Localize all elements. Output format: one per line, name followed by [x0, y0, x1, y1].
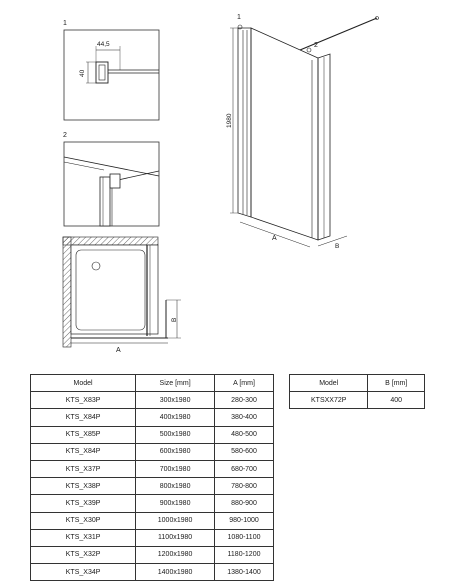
table-row	[31, 392, 274, 409]
table-row	[31, 564, 274, 581]
table-row	[31, 426, 274, 443]
size-cell: 600x1980	[136, 443, 215, 460]
header-size: Size [mm]	[136, 375, 215, 392]
table-row	[31, 495, 274, 512]
size-cell: 700x1980	[136, 460, 215, 477]
wall-profile-3d	[238, 28, 251, 217]
size-cell: 1200x1980	[136, 546, 215, 563]
a-range-cell: 1380-1400	[215, 564, 274, 581]
glass-profile	[100, 177, 110, 226]
a-range-cell: 1080-1100	[215, 529, 274, 546]
detail-1	[63, 20, 159, 120]
models-table-header	[31, 375, 274, 392]
b-cell: 400	[368, 392, 425, 409]
plan-b-label: B	[171, 317, 178, 322]
table-row	[31, 478, 274, 495]
header-b: B [mm]	[368, 375, 425, 392]
side-table	[289, 374, 425, 409]
header-a: A [mm]	[215, 375, 274, 392]
a-range-cell: 980-1000	[215, 512, 274, 529]
side-table-header	[290, 375, 425, 392]
table-row	[31, 460, 274, 477]
plan-view	[63, 237, 181, 354]
model-cell: KTS_X38P	[31, 478, 136, 495]
main-a-label: A	[272, 235, 277, 242]
size-cell: 800x1980	[136, 478, 215, 495]
a-range-cell: 680-700	[215, 460, 274, 477]
main-b-label: B	[335, 243, 340, 250]
model-cell: KTSXX72P	[290, 392, 368, 409]
table-row	[31, 529, 274, 546]
plan-a-label: A	[116, 347, 121, 354]
size-cell: 1400x1980	[136, 564, 215, 581]
height-label: 1980	[226, 113, 233, 128]
main-view	[226, 14, 379, 250]
a-range-cell: 380-400	[215, 409, 274, 426]
table-row	[31, 546, 274, 563]
detail-2-number: 2	[63, 132, 67, 139]
model-cell: KTS_X85P	[31, 426, 136, 443]
model-cell: KTS_X83P	[31, 392, 136, 409]
model-cell: KTS_X32P	[31, 546, 136, 563]
model-cell: KTS_X84P	[31, 443, 136, 460]
model-cell: KTS_X34P	[31, 564, 136, 581]
a-range-cell: 580-600	[215, 443, 274, 460]
header-model: Model	[31, 375, 136, 392]
bracket	[110, 174, 120, 188]
model-cell: KTS_X30P	[31, 512, 136, 529]
header-model: Model	[290, 375, 368, 392]
ceiling-line	[64, 157, 159, 176]
support-bar	[118, 171, 159, 180]
table-row	[31, 409, 274, 426]
size-cell: 500x1980	[136, 426, 215, 443]
table-row	[31, 512, 274, 529]
models-table	[30, 374, 274, 581]
a-range-cell: 880-900	[215, 495, 274, 512]
table-row	[290, 392, 425, 409]
table-row	[31, 443, 274, 460]
size-cell: 400x1980	[136, 409, 215, 426]
detail-2	[63, 132, 159, 226]
detail-1-number: 1	[63, 20, 67, 27]
dimension-b-3d	[318, 236, 347, 246]
a-range-cell: 1180-1200	[215, 546, 274, 563]
model-cell: KTS_X37P	[31, 460, 136, 477]
a-range-cell: 480-500	[215, 426, 274, 443]
a-range-cell: 280-300	[215, 392, 274, 409]
support-bar-3d	[300, 18, 377, 50]
main-glass-panel	[251, 28, 318, 240]
size-cell: 300x1980	[136, 392, 215, 409]
callout-2-marker	[307, 48, 311, 52]
size-cell: 1000x1980	[136, 512, 215, 529]
a-range-cell: 780-800	[215, 478, 274, 495]
wall-left	[63, 237, 71, 347]
model-cell: KTS_X84P	[31, 409, 136, 426]
wall-top	[63, 237, 158, 245]
dimension-40-label: 40	[79, 69, 86, 77]
callout-1: 1	[237, 14, 241, 21]
callout-2: 2	[314, 42, 318, 49]
model-cell: KTS_X31P	[31, 529, 136, 546]
dimension-44-5-label: 44,5	[97, 41, 110, 48]
size-cell: 1100x1980	[136, 529, 215, 546]
size-cell: 900x1980	[136, 495, 215, 512]
model-cell: KTS_X39P	[31, 495, 136, 512]
